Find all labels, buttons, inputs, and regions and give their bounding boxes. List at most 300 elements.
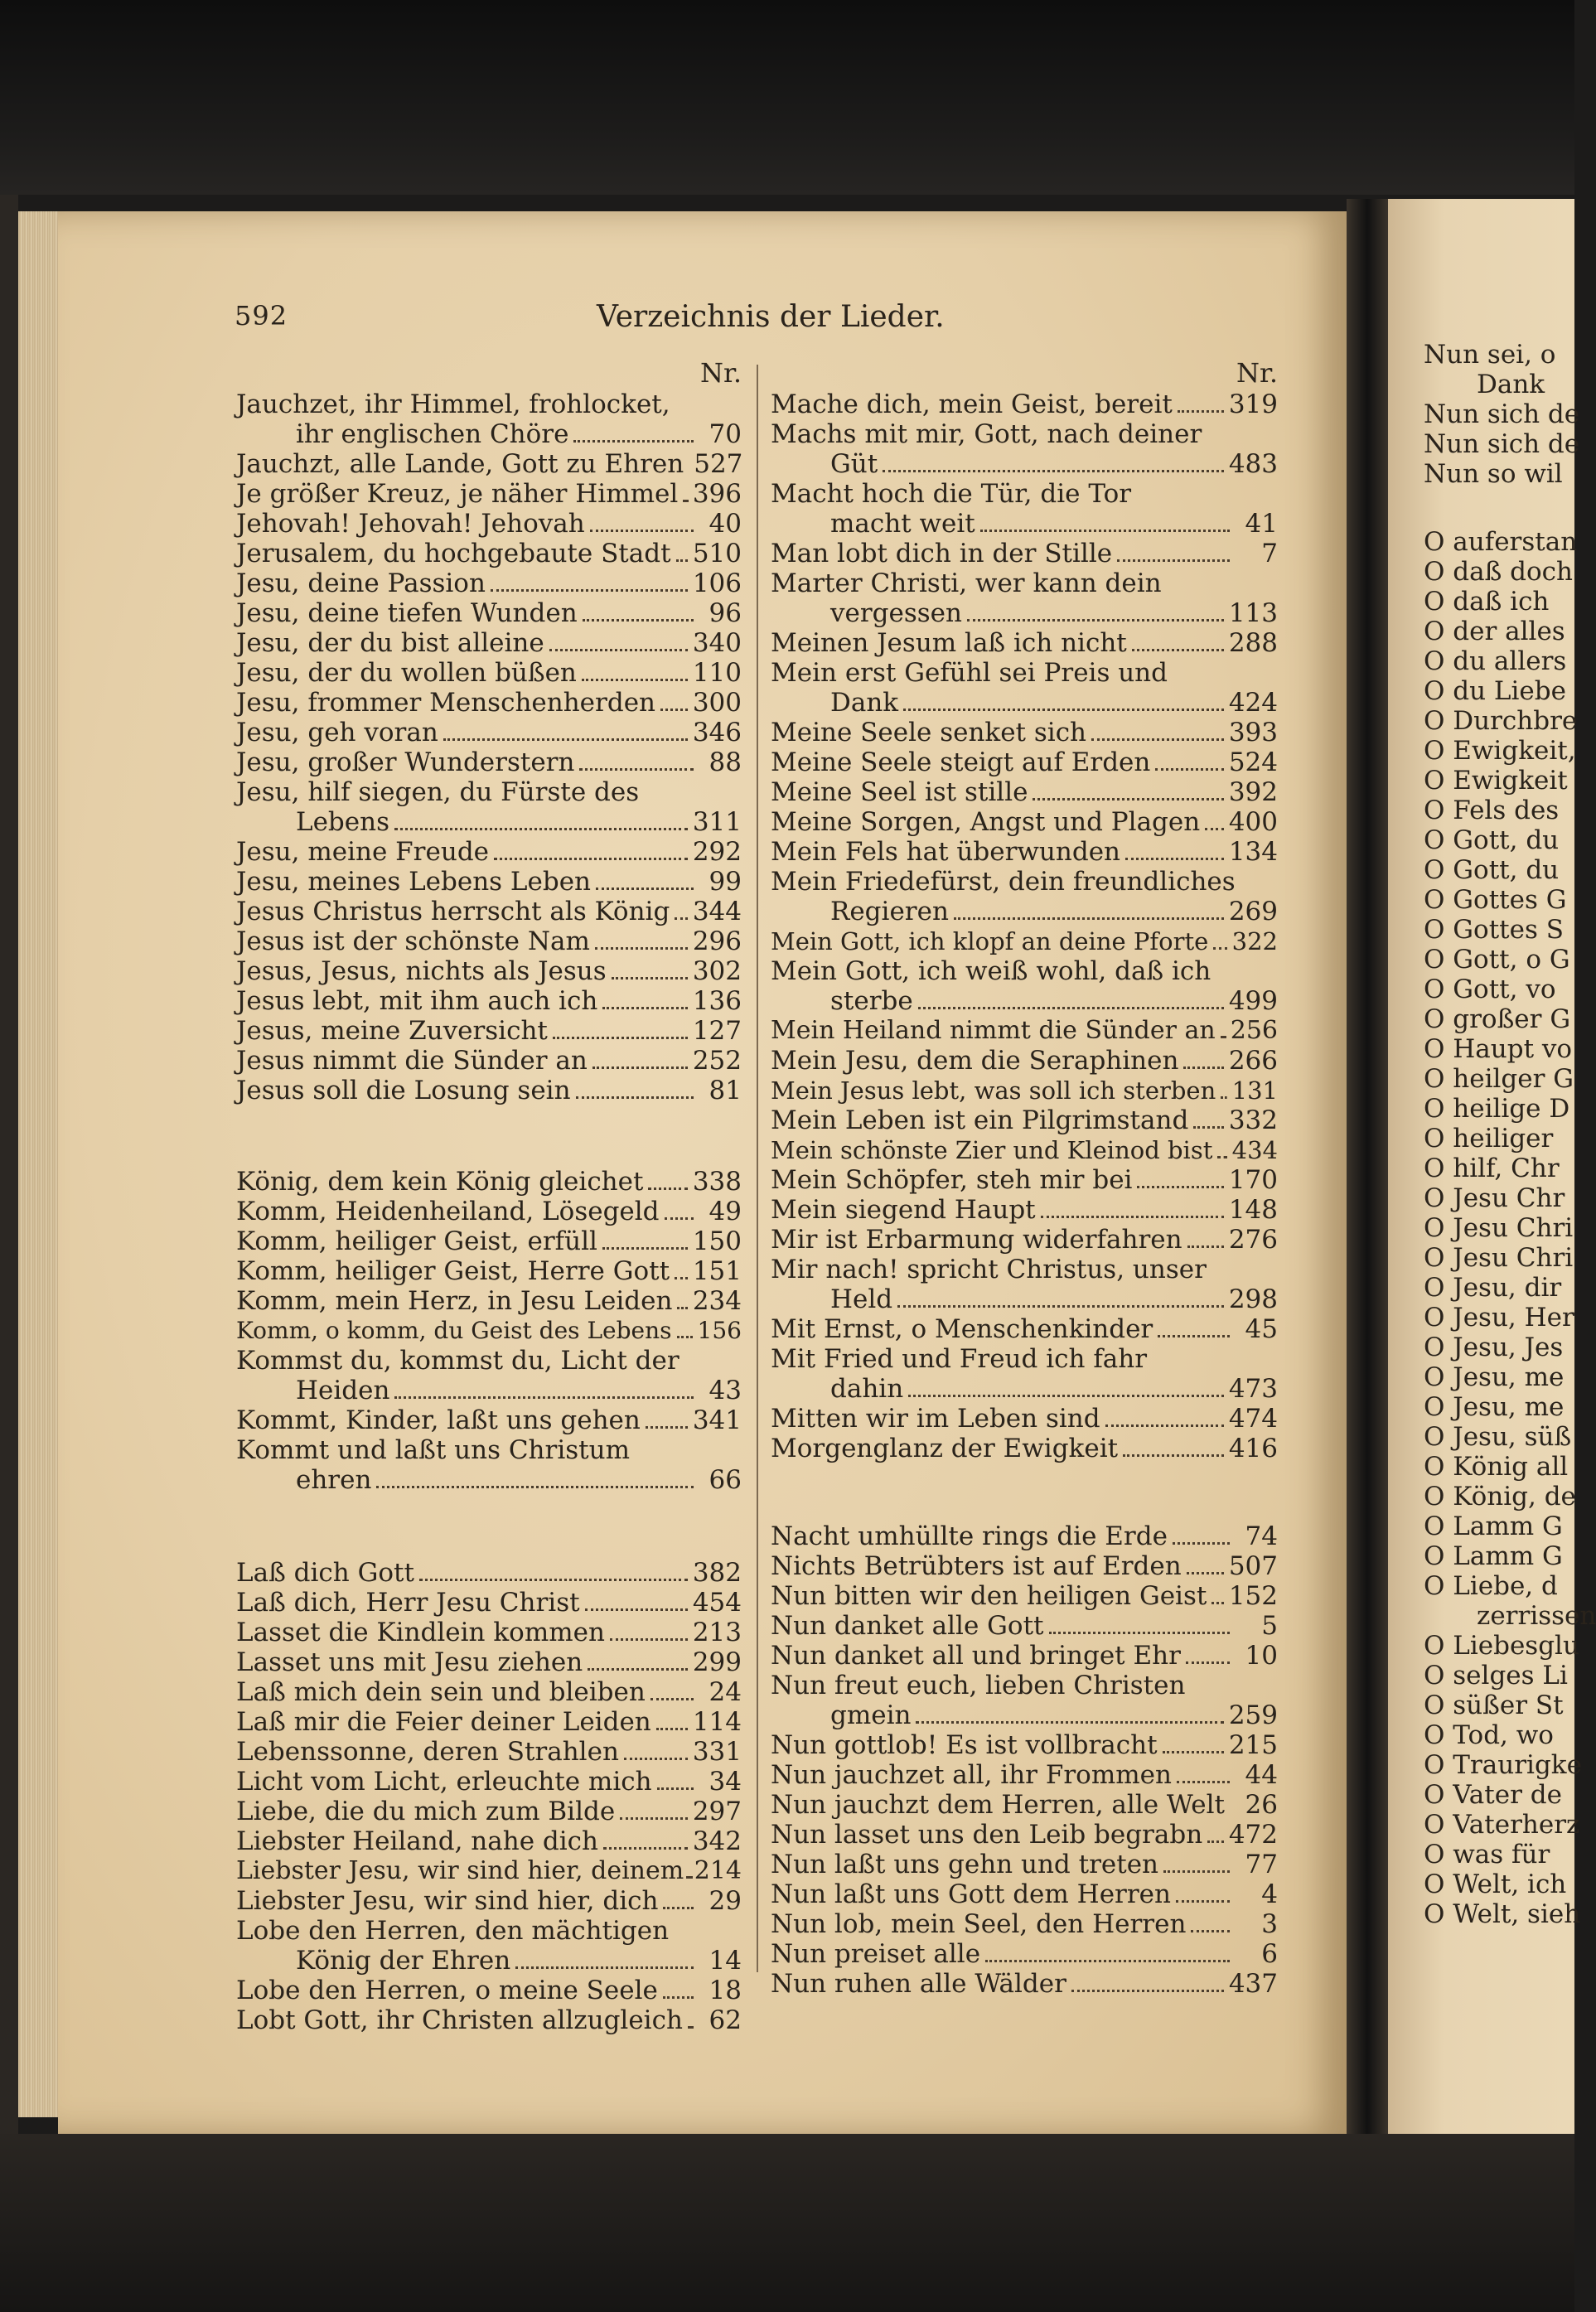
- index-entry: O Gott, o G: [1424, 945, 1570, 975]
- index-entry: [771, 1879, 1278, 1909]
- entry-number: 43: [709, 1376, 742, 1405]
- entry-title: Jesus Christus herrscht als König: [236, 897, 670, 926]
- leader-dots: [663, 1996, 694, 1999]
- leader-dots: [1221, 1036, 1226, 1038]
- index-entry: [236, 867, 742, 897]
- entry-number: 24: [709, 1677, 742, 1707]
- entry-title: Jesu, deine tiefen Wunden: [236, 598, 578, 628]
- index-entry: [771, 807, 1278, 837]
- index-entry: [236, 747, 742, 777]
- entry-title: Jesu, großer Wunderstern: [236, 747, 575, 777]
- entry-title: Lobe den Herren, den mächtigen: [236, 1916, 670, 1946]
- entry-number: 341: [692, 1405, 742, 1435]
- entry-number: 77: [1245, 1850, 1278, 1879]
- index-entry: [771, 1939, 1278, 1969]
- leader-dots: [688, 2026, 694, 2029]
- block-gap: [236, 1105, 742, 1167]
- index-entry: O Vaterherz: [1424, 1810, 1580, 1840]
- leader-dots: [1176, 1900, 1230, 1903]
- index-column-2: [771, 356, 1278, 1999]
- index-entry: [771, 449, 1278, 479]
- entry-number: 49: [709, 1197, 742, 1226]
- entry-number: 524: [1228, 747, 1278, 777]
- leader-dots: [1033, 798, 1223, 800]
- entry-title: Lasset die Kindlein kommen: [236, 1618, 605, 1647]
- leader-dots: [1221, 1096, 1226, 1099]
- block-gap: [771, 1463, 1278, 1521]
- index-entry: [236, 1647, 742, 1677]
- index-entry: O Gott, du: [1424, 855, 1560, 885]
- entry-number: 288: [1228, 628, 1278, 658]
- index-entry: [236, 419, 742, 449]
- entry-number: 45: [1245, 1314, 1278, 1344]
- index-entry: [771, 598, 1278, 628]
- index-entry: O Gott, du: [1424, 825, 1560, 855]
- leader-dots: [897, 1305, 1224, 1308]
- index-entry: [236, 718, 742, 747]
- index-entry: O König, de: [1424, 1482, 1576, 1512]
- leader-dots: [1177, 1781, 1230, 1783]
- entry-title: Mein Schöpfer, steh mir bei: [771, 1165, 1133, 1195]
- entry-title: vergessen: [830, 598, 962, 628]
- leader-dots: [918, 1007, 1224, 1009]
- entry-title: Jehovah! Jehovah! Jehovah: [236, 509, 585, 539]
- index-entry: [236, 1707, 742, 1737]
- entry-title: sterbe: [830, 986, 913, 1016]
- entry-number: 434: [1231, 1136, 1278, 1164]
- entry-number: 170: [1228, 1165, 1278, 1195]
- column-rule: [757, 365, 758, 1972]
- entry-number: 151: [692, 1256, 742, 1286]
- index-entry: [771, 1820, 1278, 1850]
- index-entry: [771, 897, 1278, 926]
- index-entry: [236, 479, 742, 509]
- index-entry: [236, 1256, 742, 1286]
- entry-title: Jauchzt, alle Lande, Gott zu Ehren: [236, 449, 684, 479]
- entry-title: Mir ist Erbarmung widerfahren: [771, 1225, 1182, 1255]
- entry-number: 472: [1228, 1820, 1278, 1850]
- entry-number: 454: [692, 1588, 742, 1618]
- entry-title: König der Ehren: [296, 1946, 511, 1976]
- nr-label: Nr.: [1236, 357, 1278, 389]
- index-entry: [236, 1167, 742, 1197]
- index-entry: O Welt, ich: [1424, 1869, 1567, 1899]
- index-entry: [236, 1737, 742, 1767]
- index-entry: [236, 777, 742, 807]
- leader-dots: [1187, 1245, 1224, 1248]
- entry-number: 311: [692, 807, 742, 837]
- entry-title: Mit Fried und Freud ich fahr: [771, 1344, 1148, 1374]
- index-entry: O daß doch: [1424, 557, 1573, 587]
- index-entry: [771, 1255, 1278, 1284]
- index-entry: [771, 688, 1278, 718]
- index-entry: O Vater de: [1424, 1780, 1562, 1810]
- leader-dots: [596, 888, 694, 890]
- entry-title: Mein Leben ist ein Pilgrimstand: [771, 1105, 1189, 1135]
- entry-number: 259: [1228, 1700, 1278, 1730]
- index-entry: O Lamm G: [1424, 1541, 1563, 1571]
- index-entry: [236, 598, 742, 628]
- entry-title: Jesus lebt, mit ihm auch ich: [236, 986, 598, 1016]
- leader-dots: [595, 947, 688, 950]
- index-entry: O Jesu, süß: [1424, 1422, 1572, 1452]
- leader-dots: [1137, 1186, 1223, 1188]
- index-entry: [771, 1671, 1278, 1700]
- leader-dots: [980, 530, 1230, 532]
- leader-dots: [1193, 1126, 1224, 1129]
- entry-title: Komm, mein Herz, in Jesu Leiden: [236, 1286, 673, 1316]
- entry-number: 338: [692, 1167, 742, 1197]
- entry-title: dahin: [830, 1374, 904, 1404]
- index-entry: [236, 956, 742, 986]
- entry-number: 269: [1228, 897, 1278, 926]
- entry-title: Nun gottlob! Es ist vollbracht: [771, 1730, 1158, 1760]
- index-entry: O der alles: [1424, 617, 1565, 646]
- entry-number: 41: [1245, 509, 1278, 539]
- entry-title: Mir nach! spricht Christus, unser: [771, 1255, 1207, 1284]
- index-entry: O daß ich: [1424, 587, 1550, 617]
- leader-dots: [515, 1966, 694, 1969]
- leader-dots: [443, 738, 688, 741]
- entry-number: 3: [1261, 1909, 1278, 1939]
- entry-number: 396: [692, 479, 742, 509]
- index-entry: O Haupt vo: [1424, 1034, 1573, 1064]
- entry-number: 382: [692, 1558, 742, 1588]
- entry-title: macht weit: [830, 509, 975, 539]
- entry-title: Liebster Jesu, wir sind hier, deinem: [236, 1856, 684, 1885]
- index-entry: [236, 449, 742, 479]
- leader-dots: [376, 1486, 694, 1488]
- entry-number: 88: [709, 747, 742, 777]
- index-entry: [236, 1588, 742, 1618]
- entry-title: Jesus, Jesus, nichts als Jesus: [236, 956, 607, 986]
- entry-title: Nun lob, mein Seel, den Herren: [771, 1909, 1187, 1939]
- leader-dots: [1049, 1632, 1231, 1634]
- leader-dots: [1205, 828, 1224, 830]
- entry-number: 99: [709, 867, 742, 897]
- entry-title: Machs mit mir, Gott, nach deiner: [771, 419, 1202, 449]
- leader-dots: [588, 1668, 688, 1671]
- entry-title: Mein Friedefürst, dein freundliches: [771, 867, 1236, 897]
- entry-number: 474: [1228, 1404, 1278, 1434]
- index-entry: [771, 1641, 1278, 1671]
- entry-title: Meine Seel ist stille: [771, 777, 1028, 807]
- index-entry: [236, 1226, 742, 1256]
- index-entry: [771, 926, 1278, 956]
- entry-title: Held: [830, 1284, 893, 1314]
- leader-dots: [1191, 1930, 1230, 1932]
- entry-title: Jesu, der du wollen büßen: [236, 658, 577, 688]
- running-head: Verzeichnis der Lieder.: [597, 300, 945, 334]
- index-block-l: [236, 1558, 742, 2035]
- entry-title: Jesu, meines Lebens Leben: [236, 867, 592, 897]
- entry-number: 331: [692, 1737, 742, 1767]
- index-entry: O Jesu Chri: [1424, 1243, 1574, 1273]
- leader-dots: [1158, 1335, 1230, 1337]
- entry-title: Kommst du, kommst du, Licht der: [236, 1346, 680, 1376]
- leader-dots: [676, 559, 688, 562]
- index-entry: [771, 1314, 1278, 1344]
- leader-dots: [1187, 1572, 1224, 1574]
- book-cover-edge: [0, 195, 18, 2200]
- entry-number: 346: [692, 718, 742, 747]
- page-edges: [18, 211, 60, 2117]
- leader-dots: [1217, 1156, 1226, 1158]
- entry-title: Je größer Kreuz, je näher Himmel: [236, 479, 679, 509]
- entry-title: Lasset uns mit Jesu ziehen: [236, 1647, 583, 1677]
- leader-dots: [1186, 1661, 1230, 1664]
- index-entry: O hilf, Chr: [1424, 1154, 1560, 1183]
- index-entry: [771, 747, 1278, 777]
- entry-number: 213: [692, 1618, 742, 1647]
- index-entry: O Traurigke: [1424, 1750, 1582, 1780]
- entry-number: 298: [1228, 1284, 1278, 1314]
- entry-number: 114: [692, 1707, 742, 1737]
- entry-title: Jesu, frommer Menschenherden: [236, 688, 656, 718]
- index-entry: O selges Li: [1424, 1661, 1568, 1690]
- index-entry: O Lamm G: [1424, 1512, 1563, 1541]
- index-entry: [236, 509, 742, 539]
- leader-dots: [1125, 858, 1224, 860]
- entry-title: Liebe, die du mich zum Bilde: [236, 1797, 616, 1826]
- index-entry: Nun sich de: [1424, 399, 1580, 429]
- index-entry: O Liebesglu: [1424, 1631, 1579, 1661]
- index-block-m: [771, 389, 1278, 1463]
- index-entry: [771, 1760, 1278, 1790]
- index-entry: [236, 1826, 742, 1856]
- entry-title: Jesus soll die Losung sein: [236, 1076, 571, 1105]
- leader-dots: [394, 828, 688, 830]
- index-entry: O heilger G: [1424, 1064, 1574, 1094]
- entry-title: Jesus ist der schönste Nam: [236, 926, 590, 956]
- entry-title: Jesus nimmt die Sünder an: [236, 1046, 588, 1076]
- index-entry: [236, 1465, 742, 1495]
- entry-number: 340: [692, 628, 742, 658]
- entry-title: Nun bitten wir den heiligen Geist: [771, 1581, 1207, 1611]
- entry-title: Nun laßt uns gehn und treten: [771, 1850, 1159, 1879]
- index-entry: [771, 1730, 1278, 1760]
- entry-title: Marter Christi, wer kann dein: [771, 568, 1162, 598]
- index-entry: [771, 986, 1278, 1016]
- leader-dots: [491, 589, 688, 592]
- leader-dots: [553, 1037, 688, 1039]
- leader-dots: [677, 1307, 687, 1309]
- leader-dots: [665, 1217, 694, 1220]
- leader-dots: [883, 470, 1224, 472]
- nr-label: Nr.: [700, 357, 742, 389]
- index-entry: [771, 539, 1278, 568]
- leader-dots: [1155, 768, 1223, 771]
- index-entry: [236, 1946, 742, 1976]
- leader-dots: [967, 619, 1224, 622]
- block-gap: [1424, 489, 1574, 527]
- entry-number: 74: [1245, 1521, 1278, 1551]
- entry-title: Nichts Betrübters ist auf Erden: [771, 1551, 1182, 1581]
- entry-title: Mein Heiland nimmt die Sünder an: [771, 1016, 1216, 1045]
- leader-dots: [1183, 1067, 1223, 1069]
- leader-dots: [660, 709, 688, 711]
- index-entry: [771, 1105, 1278, 1135]
- entry-title: Heiden: [296, 1376, 390, 1405]
- index-entry: [771, 1374, 1278, 1404]
- leader-dots: [1091, 738, 1224, 741]
- entry-number: 81: [709, 1076, 742, 1105]
- leader-dots: [590, 530, 694, 532]
- index-entry: O Gottes G: [1424, 885, 1567, 915]
- entry-title: Laß dich Gott: [236, 1558, 414, 1588]
- index-entry: Nun sei, o: [1424, 340, 1556, 370]
- entry-title: Laß mir die Feier deiner Leiden: [236, 1707, 651, 1737]
- leader-dots: [394, 1396, 694, 1399]
- entry-number: 44: [1245, 1760, 1278, 1790]
- index-entry: [771, 568, 1278, 598]
- entry-number: 96: [709, 598, 742, 628]
- entry-title: Nun jauchzet all, ihr Frommen: [771, 1760, 1172, 1790]
- entry-title: Meine Seele steigt auf Erden: [771, 747, 1151, 777]
- entry-title: Dank: [830, 688, 899, 718]
- leader-dots: [1132, 649, 1224, 651]
- entry-title: Licht vom Licht, erleuchte mich: [236, 1767, 652, 1797]
- index-entry: [236, 1886, 742, 1916]
- leader-dots: [1163, 1870, 1230, 1873]
- index-entry: [236, 897, 742, 926]
- index-entry: O was für: [1424, 1840, 1550, 1869]
- index-entry: [236, 1976, 742, 2005]
- index-entry: [236, 389, 742, 419]
- entry-title: Meine Sorgen, Angst und Plagen: [771, 807, 1201, 837]
- index-entry: [236, 926, 742, 956]
- leader-dots: [1207, 1840, 1224, 1843]
- entry-title: Meinen Jesum laß ich nicht: [771, 628, 1127, 658]
- index-entry: [771, 1284, 1278, 1314]
- index-entry: [771, 718, 1278, 747]
- index-entry: O großer G: [1424, 1004, 1571, 1034]
- index-entry: [236, 1558, 742, 1588]
- entry-title: Jesu, deine Passion: [236, 568, 486, 598]
- entry-number: 214: [694, 1856, 742, 1885]
- entry-title: Nun ruhen alle Wälder: [771, 1969, 1066, 1999]
- entry-title: Mache dich, mein Geist, bereit: [771, 389, 1173, 419]
- index-entry: [771, 1046, 1278, 1076]
- leader-dots: [675, 1277, 688, 1279]
- leader-dots: [1123, 1454, 1224, 1457]
- leader-dots: [985, 1960, 1230, 1962]
- entry-number: 473: [1228, 1374, 1278, 1404]
- index-entry: [236, 1618, 742, 1647]
- entry-number: 319: [1228, 389, 1278, 419]
- index-entry: [771, 389, 1278, 419]
- entry-title: Komm, Heidenheiland, Lösegeld: [236, 1197, 660, 1226]
- background-top: [0, 0, 1574, 195]
- index-entry: [236, 1405, 742, 1435]
- leader-dots: [663, 1907, 694, 1909]
- leader-dots: [494, 858, 688, 860]
- entry-number: 424: [1228, 688, 1278, 718]
- index-entry: Nun so wil: [1424, 459, 1563, 489]
- entry-number: 234: [692, 1286, 742, 1316]
- index-entry: O heiliger: [1424, 1124, 1554, 1154]
- entry-number: 136: [692, 986, 742, 1016]
- entry-number: 4: [1261, 1879, 1278, 1909]
- index-entry: [771, 1135, 1278, 1165]
- entry-title: Mitten wir im Leben sind: [771, 1404, 1100, 1434]
- entry-number: 299: [692, 1647, 742, 1677]
- index-entry: O Jesu, me: [1424, 1362, 1565, 1392]
- leader-dots: [602, 1247, 688, 1250]
- entry-title: Morgenglanz der Ewigkeit: [771, 1434, 1119, 1463]
- index-entry: [771, 1790, 1278, 1820]
- index-entry: [236, 539, 742, 568]
- entry-title: Mein Fels hat überwunden: [771, 837, 1121, 867]
- entry-number: 148: [1228, 1195, 1278, 1225]
- entry-number: 70: [709, 419, 742, 449]
- entry-number: 215: [1228, 1730, 1278, 1760]
- index-entry: [771, 419, 1278, 449]
- entry-number: 507: [1228, 1551, 1278, 1581]
- leader-dots: [582, 679, 688, 681]
- entry-number: 256: [1230, 1016, 1278, 1045]
- leader-dots: [576, 1096, 694, 1099]
- index-entry: [236, 1916, 742, 1946]
- entry-number: 332: [1228, 1105, 1278, 1135]
- index-entry: [771, 1076, 1278, 1105]
- leader-dots: [602, 1007, 688, 1009]
- page-number: 592: [235, 300, 288, 331]
- index-entry: zerrissen: [1477, 1601, 1596, 1631]
- index-entry: [236, 1016, 742, 1046]
- entry-title: Mein Gott, ich klopf an deine Pforte: [771, 927, 1209, 955]
- entry-title: Jauchzet, ihr Himmel, frohlocket,: [236, 389, 670, 419]
- index-entry: [771, 867, 1278, 897]
- entry-number: 34: [709, 1767, 742, 1797]
- index-entry: O du allers: [1424, 646, 1567, 676]
- leader-dots: [675, 917, 688, 920]
- entry-number: 292: [692, 837, 742, 867]
- entry-title: Nun lasset uns den Leib begrabn: [771, 1820, 1203, 1850]
- index-entry: [236, 688, 742, 718]
- index-entry: Nun sich de: [1424, 429, 1580, 459]
- index-column-1: [236, 356, 742, 2035]
- index-block-j: [236, 389, 742, 1105]
- book-gutter: [1347, 199, 1388, 2171]
- index-entry: [771, 1195, 1278, 1225]
- leader-dots: [620, 1817, 688, 1820]
- index-entry: O Tod, wo: [1424, 1720, 1554, 1750]
- index-entry: [236, 1076, 742, 1105]
- entry-title: Jesus, meine Zuversicht: [236, 1016, 548, 1046]
- entry-number: 483: [1228, 449, 1278, 479]
- index-entry: [236, 807, 742, 837]
- index-entry: O Gottes S: [1424, 915, 1564, 945]
- leader-dots: [612, 977, 688, 979]
- leader-dots: [610, 1638, 688, 1641]
- index-entry: [236, 1376, 742, 1405]
- entry-title: Mein siegend Haupt: [771, 1195, 1036, 1225]
- index-entry: [236, 1316, 742, 1346]
- entry-title: gmein: [830, 1700, 912, 1730]
- block-gap: [236, 1495, 742, 1558]
- entry-number: 276: [1228, 1225, 1278, 1255]
- index-entry: [236, 2005, 742, 2035]
- index-entry: [771, 1434, 1278, 1463]
- index-block-n: [771, 1521, 1278, 1999]
- index-entry: [771, 628, 1278, 658]
- leader-dots: [1178, 410, 1224, 413]
- entry-number: 392: [1228, 777, 1278, 807]
- leader-dots: [1212, 1602, 1223, 1604]
- entry-title: Mein schönste Zier und Kleinod bist: [771, 1136, 1213, 1164]
- leader-dots: [419, 1579, 688, 1581]
